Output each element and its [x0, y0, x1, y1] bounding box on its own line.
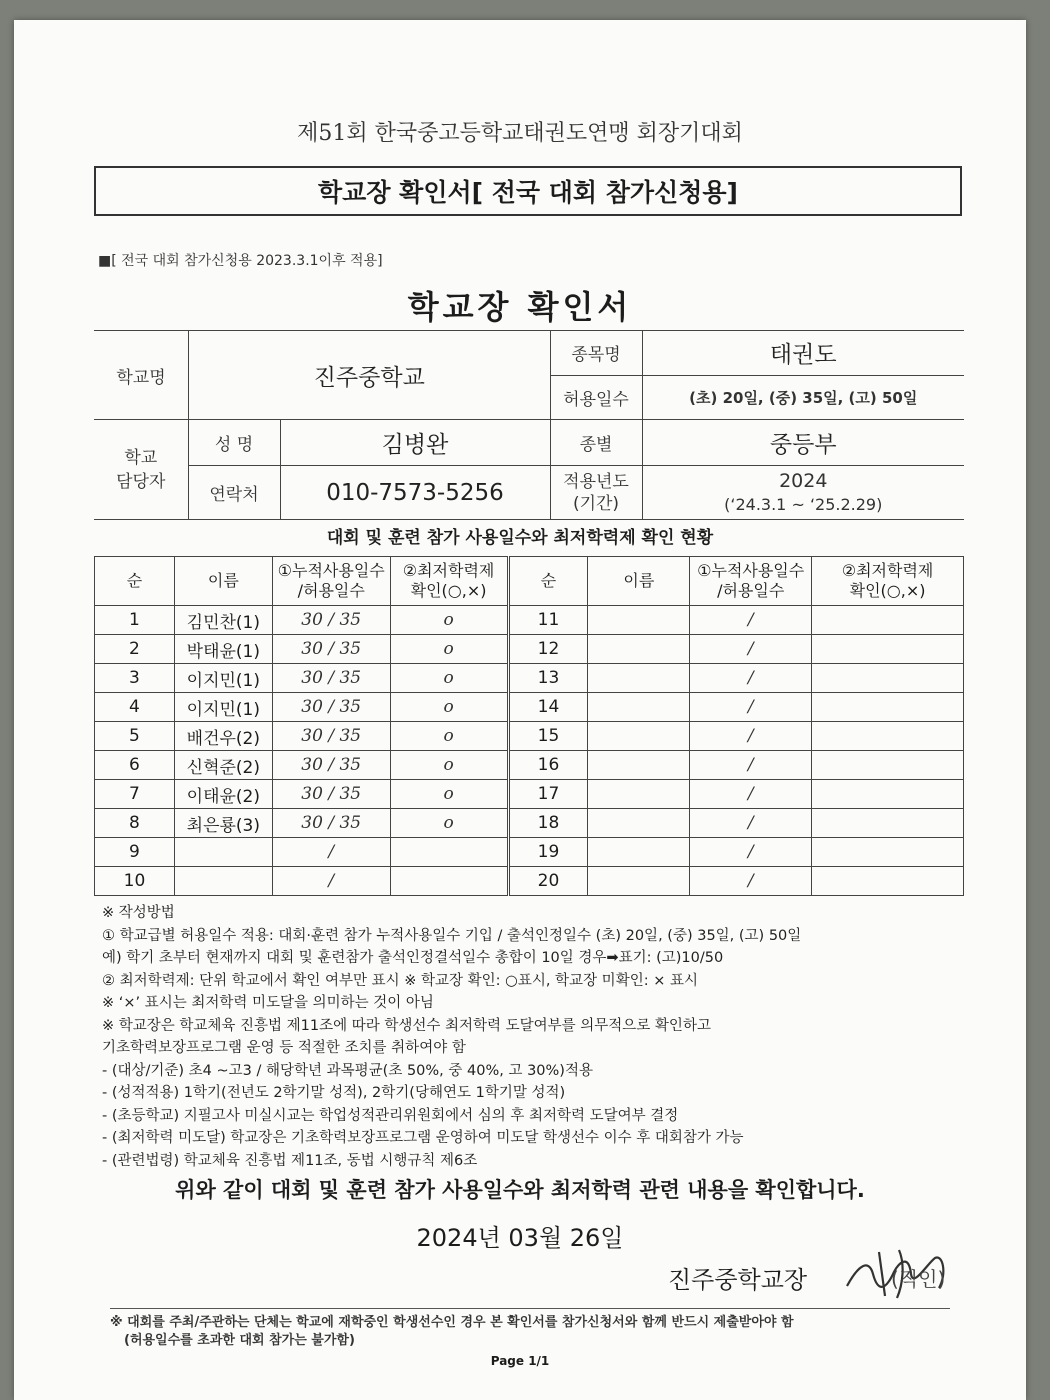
- min-academic-check: o: [390, 751, 508, 780]
- issue-date: 2024년 03월 26일: [416, 1224, 624, 1252]
- table-row: [95, 751, 964, 780]
- manager-label: [94, 420, 188, 520]
- days-label: 허용일수: [550, 375, 642, 420]
- division-value: 중등부: [642, 420, 964, 466]
- min-academic-check: [812, 809, 964, 838]
- row-no: 7: [95, 780, 175, 809]
- year-label-line1: 적용년도: [563, 471, 629, 492]
- used-days: /: [690, 867, 812, 896]
- min-academic-check: o: [390, 722, 508, 751]
- manager-label-line1: 학교: [124, 447, 158, 468]
- student-name: 이태윤(2): [174, 780, 272, 809]
- allowed-days-value: (초) 20일, (중) 35일, (고) 50일: [642, 375, 964, 420]
- header-min-academic-line: 확인(○,×): [849, 581, 926, 600]
- min-academic-check: [812, 693, 964, 722]
- used-days: /: [690, 751, 812, 780]
- student-name: 배건우(2): [174, 722, 272, 751]
- student-name: [588, 867, 690, 896]
- row-no: 16: [508, 751, 588, 780]
- main-title: 학교장 확인서: [407, 288, 633, 326]
- row-no: 14: [508, 693, 588, 722]
- table-row: [95, 867, 964, 896]
- row-no: 12: [508, 635, 588, 664]
- note-line: - (대상/기준) 초4 ~고3 / 해당학년 과목평균(초 50%, 중 40%, 고 30%)적용: [102, 1062, 593, 1079]
- header-days-line: /허용일수: [717, 581, 785, 600]
- used-days: /: [690, 693, 812, 722]
- applied-note: ■[ 전국 대회 참가신청용 2023.3.1이후 적용]: [98, 253, 383, 269]
- row-no: 11: [508, 606, 588, 635]
- name-value: 김병완: [280, 420, 550, 466]
- min-academic-check: [812, 838, 964, 867]
- table-row: [95, 780, 964, 809]
- note-line: ② 최저학력제: 단위 학교에서 확인 여부만 표시 ※ 학교장 확인: ○표시, 학교장 미확인: × 표시: [102, 972, 698, 989]
- header-name: 이름: [588, 557, 690, 606]
- min-academic-check: [812, 867, 964, 896]
- event-title: 제51회 한국중고등학교태권도연맹 회장기대회: [297, 121, 743, 146]
- header-name: 이름: [174, 557, 272, 606]
- table-row: [95, 838, 964, 867]
- year-value-cell: [642, 466, 964, 520]
- used-days: 30 / 35: [272, 606, 390, 635]
- boxed-form-title: 학교장 확인서[ 전국 대회 참가신청용]: [94, 166, 962, 216]
- student-name: 최은룡(3): [174, 809, 272, 838]
- student-name: 박태윤(1): [174, 635, 272, 664]
- writing-instructions: [102, 902, 801, 1172]
- page-number: Page 1/1: [490, 1354, 550, 1368]
- footer-line: ※ 대회를 주최/주관하는 단체는 학교에 재학중인 학생선수인 경우 본 확인서를 참가신청서와 함께 반드시 제출받아야 함: [110, 1315, 794, 1330]
- header-min-academic-line: ②최저학력제: [841, 561, 934, 580]
- row-no: 8: [95, 809, 175, 838]
- header-days-line: ①누적사용일수: [277, 561, 385, 580]
- student-name: [588, 751, 690, 780]
- manager-label-line2: 담당자: [116, 471, 166, 492]
- division-label: 종별: [550, 420, 642, 466]
- year-value: 2024: [779, 469, 828, 492]
- student-name: [588, 809, 690, 838]
- row-no: 4: [95, 693, 175, 722]
- note-line: - (성적적용) 1학기(전년도 2학기말 성적), 2학기(당해연도 1학기말 성적): [102, 1085, 566, 1101]
- min-academic-check: o: [390, 693, 508, 722]
- table-row: [95, 693, 964, 722]
- header-no: 순: [95, 557, 175, 606]
- min-academic-check: o: [390, 606, 508, 635]
- participation-table: [94, 556, 964, 896]
- min-academic-check: o: [390, 780, 508, 809]
- note-line: ※ 작성방법: [102, 905, 175, 921]
- header-no: 순: [508, 557, 588, 606]
- student-name: [588, 664, 690, 693]
- used-days: /: [272, 867, 390, 896]
- note-line: 기초학력보장프로그램 운영 등 적절한 조치를 취하여야 함: [102, 1040, 466, 1056]
- header-min-academic-line: 확인(○,×): [410, 581, 487, 600]
- student-name: [174, 838, 272, 867]
- used-days: /: [690, 809, 812, 838]
- note-line: ※ 학교장은 학교체육 진흥법 제11조에 따라 학생선수 최저학력 도달여부를 의무적으로 확인하고: [102, 1017, 711, 1034]
- school-info-table: [94, 330, 964, 520]
- student-name: [588, 635, 690, 664]
- row-no: 15: [508, 722, 588, 751]
- year-label-line2: (기간): [572, 493, 620, 514]
- row-no: 19: [508, 838, 588, 867]
- principal-title: 진주중학교장: [668, 1266, 808, 1294]
- used-days: /: [690, 606, 812, 635]
- row-no: 9: [95, 838, 175, 867]
- row-no: 5: [95, 722, 175, 751]
- used-days: 30 / 35: [272, 635, 390, 664]
- contact-label: 연락처: [188, 466, 280, 520]
- student-name: [174, 867, 272, 896]
- note-line: 예) 학기 초부터 현재까지 대회 및 훈련참가 출석인정결석일수 총합이 10일 경우➡표기: (고)10/50: [102, 950, 724, 966]
- used-days: 30 / 35: [272, 664, 390, 693]
- row-no: 13: [508, 664, 588, 693]
- confirmation-statement: 위와 같이 대회 및 훈련 참가 사용일수와 최저학력 관련 내용을 확인합니다.: [175, 1178, 865, 1202]
- used-days: /: [690, 664, 812, 693]
- table-header-row: [95, 557, 964, 606]
- min-academic-check: o: [390, 664, 508, 693]
- used-days: 30 / 35: [272, 693, 390, 722]
- min-academic-check: [812, 780, 964, 809]
- contact-value: 010-7573-5256: [280, 466, 550, 520]
- student-name: [588, 722, 690, 751]
- student-name: [588, 693, 690, 722]
- header-days-line: /허용일수: [297, 581, 365, 600]
- min-academic-check: [812, 751, 964, 780]
- seal-text: (직인): [891, 1267, 946, 1291]
- used-days: 30 / 35: [272, 780, 390, 809]
- event-label: 종목명: [550, 331, 642, 376]
- used-days: /: [690, 780, 812, 809]
- document-page: [14, 20, 1026, 1400]
- row-no: 20: [508, 867, 588, 896]
- row-no: 17: [508, 780, 588, 809]
- row-no: 10: [95, 867, 175, 896]
- note-line: - (최저학력 미도달) 학교장은 기초학력보장프로그램 운영하여 미도달 학생선수 이수 후 대회참가 가능: [102, 1130, 744, 1146]
- min-academic-check: o: [390, 635, 508, 664]
- min-academic-check: [812, 664, 964, 693]
- row-no: 2: [95, 635, 175, 664]
- min-academic-check: [812, 606, 964, 635]
- header-days: [690, 557, 812, 606]
- note-line: - (관련법령) 학교체육 진흥법 제11조, 동법 시행규칙 제6조: [102, 1152, 478, 1169]
- student-name: [588, 780, 690, 809]
- student-name: 이지민(1): [174, 664, 272, 693]
- section-title: 대회 및 훈련 참가 사용일수와 최저학력제 확인 현황: [326, 528, 714, 548]
- row-no: 1: [95, 606, 175, 635]
- note-line: ① 학교급별 허용일수 적용: 대회·훈련 참가 누적사용일수 기입 / 출석인정일수 (초) 20일, (중) 35일, (고) 50일: [102, 927, 802, 944]
- header-days: [272, 557, 390, 606]
- student-name: 이지민(1): [174, 693, 272, 722]
- table-row: [95, 722, 964, 751]
- min-academic-check: [812, 722, 964, 751]
- row-no: 6: [95, 751, 175, 780]
- table-row: [95, 635, 964, 664]
- table-row: [95, 606, 964, 635]
- student-name: 신혁준(2): [174, 751, 272, 780]
- used-days: 30 / 35: [272, 809, 390, 838]
- student-name: [588, 838, 690, 867]
- header-days-line: ①누적사용일수: [697, 561, 805, 580]
- row-no: 18: [508, 809, 588, 838]
- footer-divider: [110, 1308, 950, 1309]
- min-academic-check: [812, 635, 964, 664]
- used-days: /: [690, 722, 812, 751]
- footer-line: (허용일수를 초과한 대회 참가는 불가함): [124, 1333, 355, 1348]
- row-no: 3: [95, 664, 175, 693]
- student-name: 김민찬(1): [174, 606, 272, 635]
- year-period: (‘24.3.1 ~ ‘25.2.29): [724, 494, 883, 514]
- year-label: [550, 466, 642, 520]
- principal-signature: [839, 1244, 969, 1304]
- min-academic-check: [390, 838, 508, 867]
- used-days: /: [272, 838, 390, 867]
- table-row: [95, 809, 964, 838]
- student-name: [588, 606, 690, 635]
- note-line: - (초등학교) 지필고사 미실시교는 학업성적관리위원회에서 심의 후 최저학력 도달여부 결정: [102, 1107, 679, 1124]
- header-min-academic: [812, 557, 964, 606]
- school-name-value: 진주중학교: [313, 364, 425, 391]
- used-days: 30 / 35: [272, 722, 390, 751]
- school-name-label: 학교명: [94, 331, 189, 419]
- header-min-academic-line: ②최저학력제: [402, 561, 495, 580]
- used-days: 30 / 35: [272, 751, 390, 780]
- name-label: 성 명: [188, 420, 280, 466]
- note-line: ※ ‘×’ 표시는 최저학력 미도달을 의미하는 것이 아님: [102, 995, 434, 1011]
- used-days: /: [690, 635, 812, 664]
- footer-note: [110, 1314, 794, 1350]
- used-days: /: [690, 838, 812, 867]
- header-min-academic: [390, 557, 508, 606]
- event-value: 태권도: [642, 331, 964, 376]
- min-academic-check: o: [390, 809, 508, 838]
- min-academic-check: [390, 867, 508, 896]
- table-row: [95, 664, 964, 693]
